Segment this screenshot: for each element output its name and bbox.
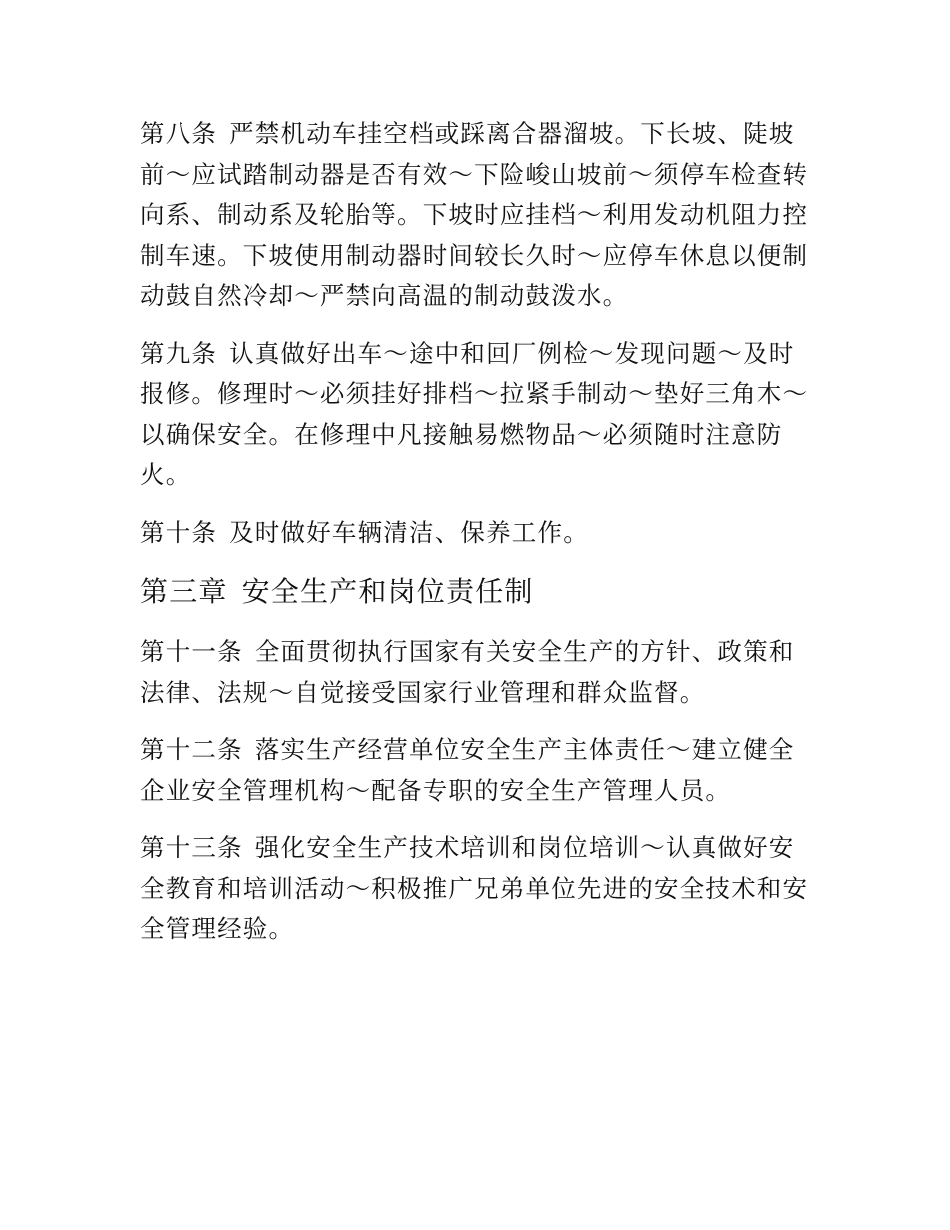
article-11 — [140, 632, 812, 713]
article-12 — [140, 730, 812, 811]
document-page — [140, 114, 812, 967]
article-text: 全面贯彻执行国家有关安全生产的方针、政策和法律、法规～自觉接受国家行业管理和群众监督。 — [140, 637, 795, 707]
article-text: 及时做好车辆清洁、保养工作。 — [229, 517, 589, 547]
article-8 — [140, 114, 812, 317]
article-number: 第十条 — [140, 517, 218, 547]
article-text: 落实生产经营单位安全生产主体责任～建立健全企业安全管理机构～配备专职的安全生产管理人员。 — [140, 735, 795, 805]
article-text: 强化安全生产技术培训和岗位培训～认真做好安全教育和培训活动～积极推广兄弟单位先进的安全技术和安全管理经验。 — [140, 833, 809, 943]
article-13 — [140, 828, 812, 950]
chapter-heading — [140, 570, 812, 614]
chapter-number: 第三章 — [140, 575, 228, 608]
article-10 — [140, 513, 812, 554]
article-number: 第九条 — [140, 338, 218, 368]
article-text: 认真做好出车～途中和回厂例检～发现问题～及时报修。修理时～必须挂好排档～拉紧手制动～垫好三角木～以确保安全。在修理中凡接触易燃物品～必须随时注意防火。 — [140, 338, 809, 489]
article-9 — [140, 334, 812, 496]
article-text: 严禁机动车挂空档或踩离合器溜坡。下长坡、陡坡前～应试踏制动器是否有效～下险峻山坡前～须停车检查转向系、制动系及轮胎等。下坡时应挂档～利用发动机阻力控制车速。下坡使用制动器时间较长久时～应停车休息以便制动鼓自然冷却～严禁向高温的制动鼓泼水。 — [140, 119, 809, 310]
article-number: 第八条 — [140, 119, 218, 148]
article-number: 第十三条 — [140, 833, 243, 862]
chapter-title: 安全生产和岗位责任制 — [241, 575, 534, 608]
article-number: 第十二条 — [140, 735, 243, 764]
article-number: 第十一条 — [140, 637, 243, 666]
